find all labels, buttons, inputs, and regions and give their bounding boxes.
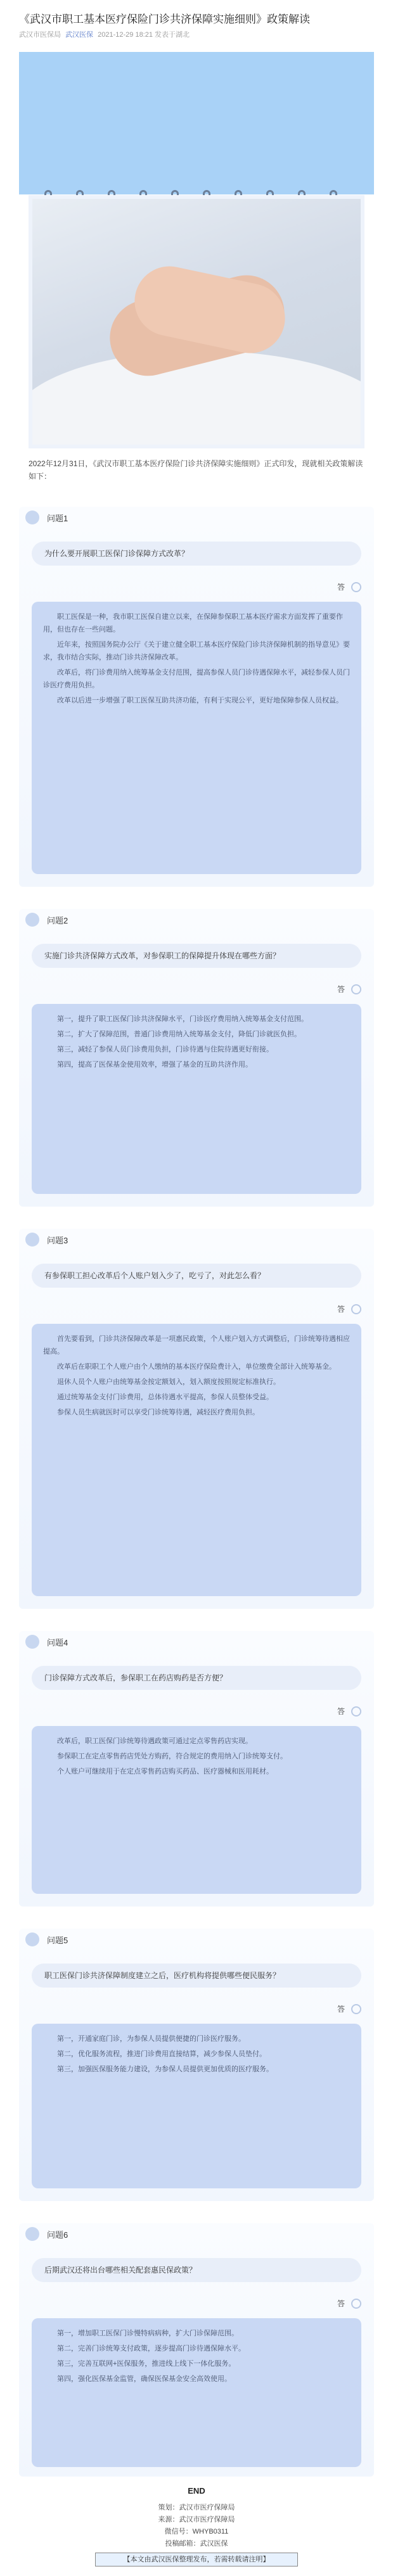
answer-paragraph: 第一，开通家庭门诊，为参保人员提供便捷的门诊医疗服务。 [57,2035,245,2043]
answer-paragraph: 第三，完善互联网+医保服务，推进线上线下一体化服务。 [57,2360,236,2368]
answer-bullet-icon [351,2299,361,2309]
qa-section [19,2223,374,2477]
header-banner [19,52,374,194]
answer-bullet-icon [351,1706,361,1716]
answer-paragraph: 改革后，将门诊费用纳入统筹基金支付范围，提高参保人员门诊待遇保障水平，减轻参保人员门诊医疗费用负担。 [43,669,350,689]
answer-box [32,1004,361,1194]
question-text: 职工医保门诊共济保障制度建立之后，医疗机构将提供哪些便民服务？ [32,1964,361,1988]
answer-paragraph: 退休人员个人账户由统筹基金按定额划入，划入额度按照规定标准执行。 [57,1378,280,1386]
answer-paragraph: 第二，优化服务流程，推进门诊费用直接结算，减少参保人员垫付。 [57,2050,266,2058]
meta-author: 武汉市医保局 [19,31,61,39]
question-bullet-icon [25,1932,39,1946]
answer-bullet-icon [351,1304,361,1314]
answer-paragraph: 改革以后进一步增强了职工医保互助共济功能，有利于实现公平，更好地保障参保人员权益。 [57,697,343,704]
qa-section [19,1631,374,1907]
answer-paragraph: 改革后，职工医保门诊统筹待遇政策可通过定点零售药店实现。 [57,1737,252,1745]
question-header [25,913,68,927]
question-header [25,2227,68,2241]
answer-paragraph: 通过统筹基金支付门诊费用，总体待遇水平提高，参保人员整体受益。 [57,1393,273,1401]
answer-label: 答 [337,583,345,592]
answer-box [32,1726,361,1894]
answer-paragraph: 改革后在职职工个人账户由个人缴纳的基本医疗保险费计入，单位缴费全部计入统筹基金。 [57,1363,336,1371]
question-text: 为什么要开展职工医保门诊保障方式改革？ [32,542,361,566]
answer-label: 答 [337,1707,345,1716]
credit-line: 投稿邮箱：武汉医保 [165,2540,228,2547]
end-marker: END [188,2486,205,2496]
article-meta [19,29,190,39]
question-text: 有参保职工担心改革后个人账户划入少了，吃亏了，对此怎么看？ [32,1264,361,1288]
answer-paragraph: 首先要看到，门诊共济保障改革是一项惠民政策，个人账户划入方式调整后，门诊统筹待遇相应提高。 [43,1335,350,1355]
question-label: 问题2 [47,915,68,925]
answer-box [32,2318,361,2467]
answer-label: 答 [337,1305,345,1314]
answer-box [32,2024,361,2188]
question-text: 门诊保障方式改革后，参保职工在药店购药是否方便？ [32,1666,361,1690]
question-label: 问题4 [47,1637,68,1647]
answer-label: 答 [337,2005,345,2014]
meta-datetime: 2021-12-29 18:21 [98,31,153,39]
meta-source-link[interactable]: 武汉医保 [65,31,94,39]
answer-header [337,984,361,994]
answer-bullet-icon [351,984,361,994]
answer-box [32,602,361,874]
credit-line: 策划：武汉市医疗保障局 [158,2504,235,2511]
question-bullet-icon [25,1233,39,1247]
answer-paragraph: 第一，增加职工医保门诊慢特病病种，扩大门诊保障范围。 [57,2330,238,2337]
footer-notice: 【本文由武汉医保整理发布，若需转载请注明】 [95,2553,298,2566]
answer-header [337,581,361,592]
article-title: 《武汉市职工基本医疗保险门诊共济保障实施细则》政策解读 [19,13,310,25]
qa-section [19,1929,374,2201]
answer-paragraph: 近年来，按照国务院办公厅《关于建立健全职工基本医疗保险门诊共济保障机制的指导意见》要求，我市结合实际，推动门诊共济保障改革。 [43,641,350,661]
question-bullet-icon [25,511,39,524]
answer-paragraph: 参保人员生病就医时可以享受门诊统筹待遇，减轻医疗费用负担。 [57,1409,259,1416]
question-label: 问题3 [47,1235,68,1245]
answer-header [337,2298,361,2309]
question-header [25,511,68,524]
credits-block [0,2502,393,2550]
answer-header [337,1304,361,1314]
answer-bullet-icon [351,2004,361,2014]
answer-paragraph: 第四，强化医保基金监管，确保医保基金安全高效使用。 [57,2375,231,2383]
question-header [25,1233,68,1247]
answer-header [337,1706,361,1716]
question-label: 问题5 [47,1935,68,1945]
question-header [25,1635,68,1649]
answer-paragraph: 第三，减轻了参保人员门诊费用负担，门诊待遇与住院待遇更好衔接。 [57,1046,273,1053]
answer-bullet-icon [351,582,361,592]
answer-paragraph: 第一，提升了职工医保门诊共济保障水平，门诊医疗费用纳入统筹基金支付范围。 [57,1015,308,1023]
question-bullet-icon [25,1635,39,1649]
answer-label: 答 [337,2299,345,2308]
answer-paragraph: 个人账户可继续用于在定点零售药店购买药品、医疗器械和医用耗材。 [57,1768,273,1775]
answer-label: 答 [337,985,345,994]
answer-paragraph: 第四，提高了医保基金使用效率，增强了基金的互助共济作用。 [57,1061,252,1069]
question-text: 后期武汉还将出台哪些相关配套惠民保政策？ [32,2258,361,2282]
question-bullet-icon [25,913,39,927]
answer-header [337,2003,361,2014]
answer-paragraph: 第三，加强医保服务能力建设，为参保人员提供更加优质的医疗服务。 [57,2065,273,2073]
qa-section [19,1229,374,1609]
question-bullet-icon [25,2227,39,2241]
intro-text: 2022年12月31日，《武汉市职工基本医疗保险门诊共济保障实施细则》正式印发，现就相关政策解读如下： [29,459,363,481]
answer-paragraph: 职工医保是一种，我市职工医保自建立以来，在保障参保职工基本医疗需求方面发挥了重要作用，但也存在一些问题。 [43,613,343,633]
answer-paragraph: 第二，扩大了保障范围，普通门诊费用纳入统筹基金支付，降低门诊就医负担。 [57,1031,301,1038]
credit-line: 微信号：WHYB0311 [164,2528,229,2535]
answer-paragraph: 参保职工在定点零售药店凭处方购药，符合规定的费用纳入门诊统筹支付。 [57,1753,287,1760]
question-text: 实施门诊共济保障方式改革，对参保职工的保障提升体现在哪些方面？ [32,944,361,968]
answer-paragraph: 第二，完善门诊统筹支付政策，逐步提高门诊待遇保障水平。 [57,2345,245,2352]
answer-box [32,1324,361,1596]
meta-note: 发表于湖北 [155,31,190,39]
question-label: 问题6 [47,2230,68,2240]
qa-section [19,507,374,887]
credit-line: 来源：武汉市医疗保障局 [158,2516,235,2523]
hands-photo [29,195,364,448]
question-label: 问题1 [47,513,68,523]
qa-section [19,909,374,1207]
question-header [25,1932,68,1946]
